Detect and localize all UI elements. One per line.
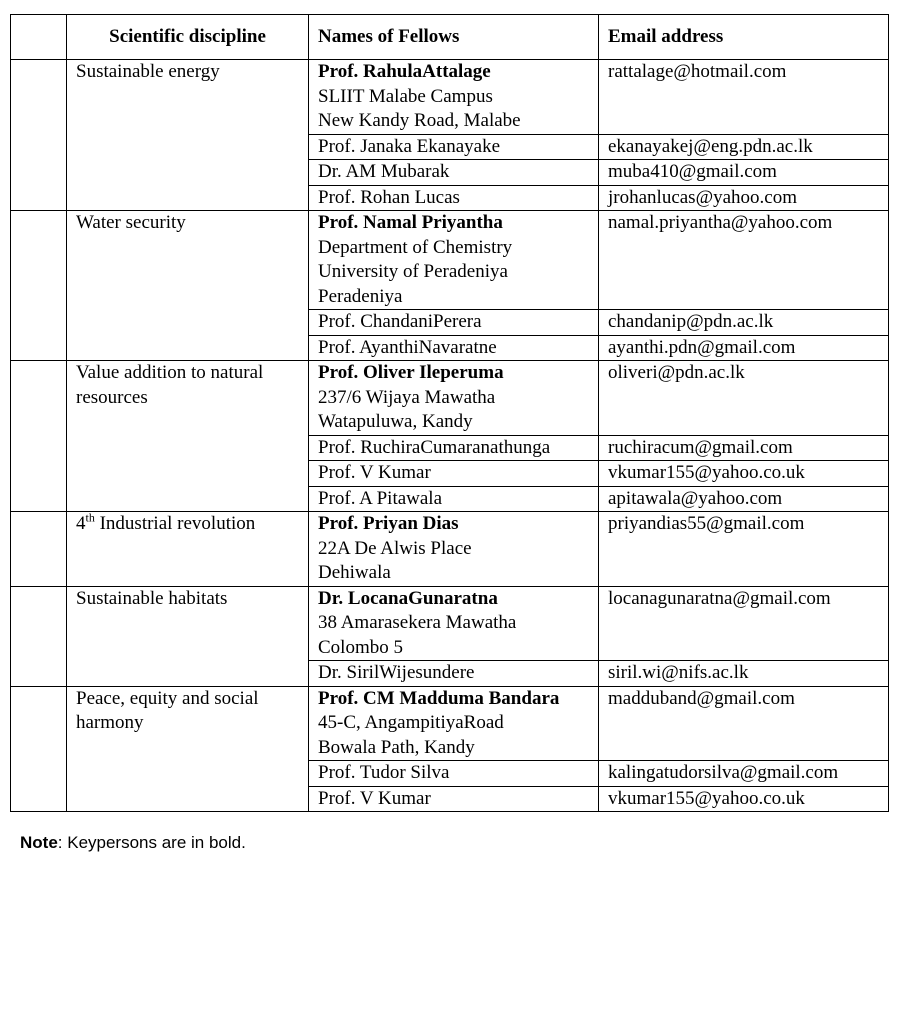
key-person-cell: [309, 586, 599, 661]
email-cell: jrohanlucas@yahoo.com: [599, 185, 889, 211]
key-person-name: Prof. Namal Priyantha: [318, 212, 503, 233]
table-row: [11, 361, 889, 436]
blank-cell: [11, 586, 67, 686]
fellow-name-cell: Dr. SirilWijesundere: [309, 661, 599, 687]
fellow-name-cell: Prof. Rohan Lucas: [309, 185, 599, 211]
address-line: New Kandy Road, Malabe: [318, 110, 521, 131]
address-line: Bowala Path, Kandy: [318, 736, 475, 758]
key-person-cell: [309, 686, 599, 761]
note-label: Note: [20, 833, 58, 852]
email-cell: ayanthi.pdn@gmail.com: [599, 335, 889, 361]
email-cell: priyandias55@gmail.com: [599, 512, 889, 587]
discipline-number: 4: [76, 513, 86, 534]
header-blank: [11, 15, 67, 60]
table-header-row: [11, 15, 889, 60]
address-line: Watapuluwa, Kandy: [318, 411, 473, 432]
email-cell: chandanip@pdn.ac.lk: [599, 310, 889, 336]
discipline-cell: Sustainable habitats: [67, 586, 309, 686]
discipline-cell: [67, 512, 309, 587]
fellow-name-cell: Prof. AyanthiNavaratne: [309, 335, 599, 361]
email-cell: vkumar155@yahoo.co.uk: [599, 786, 889, 812]
email-cell: muba410@gmail.com: [599, 160, 889, 186]
table-row: [11, 586, 889, 661]
blank-cell: [11, 686, 67, 812]
address-line: 38 Amarasekera Mawatha: [318, 612, 517, 633]
blank-cell: [11, 211, 67, 361]
key-person-cell: [309, 361, 599, 436]
email-cell: rattalage@hotmail.com: [599, 60, 889, 135]
address-line: Department of Chemistry: [318, 236, 513, 258]
email-cell: locanagunaratna@gmail.com: [599, 586, 889, 661]
address-line: SLIIT Malabe Campus: [318, 85, 493, 107]
note: [20, 832, 246, 854]
email-cell: madduband@gmail.com: [599, 686, 889, 761]
table-row: [11, 512, 889, 587]
address-line: Colombo 5: [318, 636, 403, 658]
address-line: 45-C, AngampitiyaRoad: [318, 712, 504, 733]
email-cell: apitawala@yahoo.com: [599, 486, 889, 512]
header-fellows: Names of Fellows: [309, 15, 599, 60]
address-line: 237/6 Wijaya Mawatha: [318, 386, 496, 408]
discipline-text: Industrial revolution: [94, 513, 256, 534]
header-email: Email address: [599, 15, 889, 60]
email-cell: kalingatudorsilva@gmail.com: [599, 761, 889, 787]
key-person-name: Prof. RahulaAttalage: [318, 61, 491, 82]
address-line: Peradeniya: [318, 285, 403, 307]
table-row: [11, 211, 889, 310]
email-cell: vkumar155@yahoo.co.uk: [599, 461, 889, 487]
email-cell: ruchiracum@gmail.com: [599, 435, 889, 461]
email-cell: oliveri@pdn.ac.lk: [599, 361, 889, 436]
key-person-name: Prof. Priyan Dias: [318, 513, 459, 534]
fellow-name-cell: Prof. A Pitawala: [309, 486, 599, 512]
key-person-name: Dr. LocanaGunaratna: [318, 587, 498, 609]
address-line: Dehiwala: [318, 562, 391, 583]
email-cell: namal.priyantha@yahoo.com: [599, 211, 889, 310]
email-cell: siril.wi@nifs.ac.lk: [599, 661, 889, 687]
key-person-cell: [309, 512, 599, 587]
fellow-name-cell: Prof. RuchiraCumaranathunga: [309, 435, 599, 461]
discipline-cell: Value addition to natural resources: [67, 361, 309, 512]
key-person-name: Prof. CM Madduma Bandara: [318, 687, 560, 709]
table-row: [11, 686, 889, 761]
fellows-table: [10, 14, 889, 812]
blank-cell: [11, 512, 67, 587]
fellow-name-cell: Prof. V Kumar: [309, 461, 599, 487]
fellow-name-cell: Prof. ChandaniPerera: [309, 310, 599, 336]
discipline-cell: Peace, equity and social harmony: [67, 686, 309, 812]
key-person-cell: [309, 60, 599, 135]
email-cell: ekanayakej@eng.pdn.ac.lk: [599, 134, 889, 160]
key-person-name: Prof. Oliver Ileperuma: [318, 362, 504, 383]
address-line: University of Peradeniya: [318, 261, 508, 282]
note-text: : Keypersons are in bold.: [57, 833, 246, 852]
header-discipline: Scientific discipline: [67, 15, 309, 60]
discipline-cell: Sustainable energy: [67, 60, 309, 211]
discipline-cell: Water security: [67, 211, 309, 361]
fellow-name-cell: Prof. Tudor Silva: [309, 761, 599, 787]
discipline-ordinal-suffix: th: [85, 511, 95, 525]
address-line: 22A De Alwis Place: [318, 537, 472, 559]
fellow-name-cell: Dr. AM Mubarak: [309, 160, 599, 186]
fellow-name-cell: Prof. Janaka Ekanayake: [309, 134, 599, 160]
blank-cell: [11, 60, 67, 211]
table-row: [11, 60, 889, 135]
blank-cell: [11, 361, 67, 512]
key-person-cell: [309, 211, 599, 310]
fellow-name-cell: Prof. V Kumar: [309, 786, 599, 812]
